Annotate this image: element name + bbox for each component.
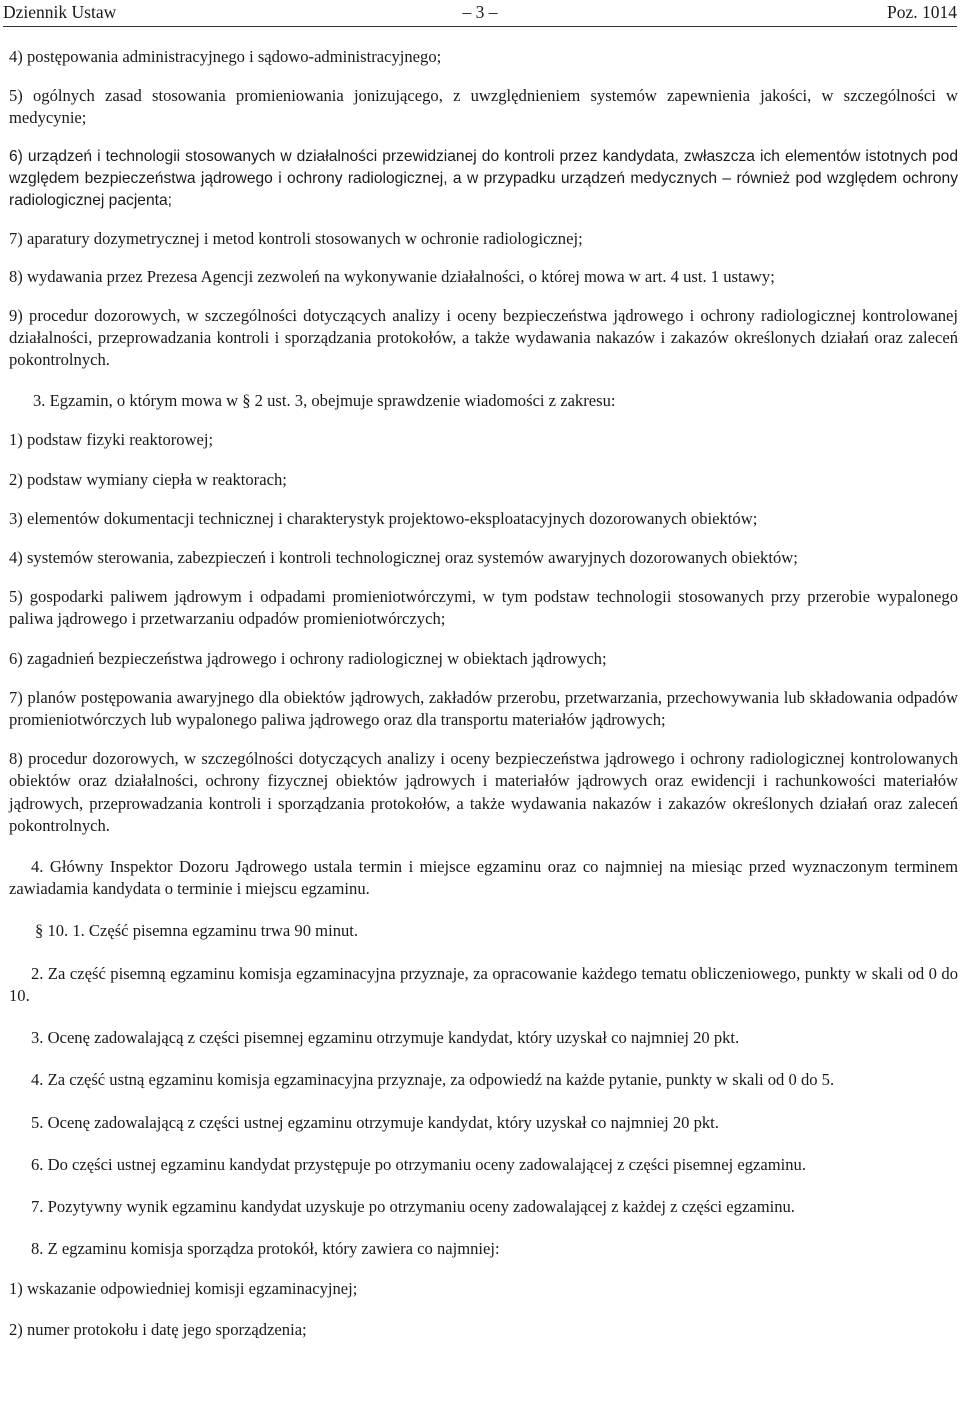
paragraph: 7. Pozytywny wynik egzaminu kandydat uzyskuje po otrzymaniu oceny zadowalającej z każdej z części egzaminu. (31, 1196, 795, 1216)
list-item: 7) planów postępowania awaryjnego dla obiektów jądrowych, zakładów przerobu, przetwarzania, przechowywania lub składowania odpadów promieniotwórczych lub wypalonego paliwa jądrowego oraz dla transportu materiałów jądrowych; (9, 687, 958, 730)
list-item: 6) urządzeń i technologii stosowanych w działalności przewidzianej do kontroli przez kandydata, zwłaszcza ich elementów istotnych pod względem bezpieczeństwa jądrowego i ochrony radiologicznej, a w przypadku urządzeń medycznych – również pod względem ochrony radiologicznej pacjenta; (9, 147, 958, 210)
paragraph: 5. Ocenę zadowalającą z części ustnej egzaminu otrzymuje kandydat, który uzyskał co najmniej 20 pkt. (31, 1112, 719, 1132)
paragraph: 8. Z egzaminu komisja sporządza protokół, który zawiera co najmniej: (31, 1239, 500, 1259)
list-item: 3) elementów dokumentacji technicznej i charakterystyk projektowo-eksploatacyjnych dozorowanych obiektów; (9, 508, 758, 528)
list-item: 6) zagadnień bezpieczeństwa jądrowego i ochrony radiologicznej w obiektach jądrowych; (9, 648, 607, 668)
page-number: – 3 – (462, 2, 498, 22)
list-item: 9) procedur dozorowych, w szczególności dotyczących analizy i oceny bezpieczeństwa jądrowego i ochrony radiologicznej kontrolowanej działalności, przeprowadzania kontroli i sporządzania protokołów, a także wydawania nakazów i zakazów określonych działań oraz zaleceń pokontrolnych. (9, 305, 958, 370)
position-number: Poz. 1014 (887, 2, 957, 22)
paragraph: 4. Główny Inspektor Dozoru Jądrowego ustala termin i miejsce egzaminu oraz co najmniej na miesiąc przed wyznaczonym terminem zawiadamia kandydata o terminie i miejscu egzaminu. (9, 857, 958, 899)
list-item: 5) ogólnych zasad stosowania promieniowania jonizującego, z uwzględnieniem systemów zapewnienia jakości, w szczególności w medycynie; (9, 86, 958, 128)
list-item: 7) aparatury dozymetrycznej i metod kontroli stosowanych w ochronie radiologicznej; (9, 229, 583, 249)
list-item: 2) numer protokołu i datę jego sporządzenia; (9, 1319, 307, 1339)
list-item: 4) postępowania administracyjnego i sądowo-administracyjnego; (9, 47, 442, 66)
paragraph: 6. Do części ustnej egzaminu kandydat przystępuje po otrzymaniu oceny zadowalającej z części pisemnej egzaminu. (31, 1154, 806, 1174)
paragraph: 3. Egzamin, o którym mowa w § 2 ust. 3, obejmuje sprawdzenie wiadomości z zakresu: (33, 391, 616, 411)
section-heading: § 10. 1. Część pisemna egzaminu trwa 90 minut. (35, 921, 359, 941)
journal-title: Dziennik Ustaw (3, 2, 117, 22)
list-item: 8) wydawania przez Prezesa Agencji zezwoleń na wykonywanie działalności, o której mowa w art. 4 ust. 1 ustawy; (9, 267, 775, 287)
page-header (3, 0, 957, 27)
paragraph: 3. Ocenę zadowalającą z części pisemnej egzaminu otrzymuje kandydat, który uzyskał co najmniej 20 pkt. (31, 1028, 740, 1048)
list-item: 1) podstaw fizyki reaktorowej; (9, 430, 214, 450)
paragraph: 2. Za część pisemną egzaminu komisja egzaminacyjna przyznaje, za opracowanie każdego tematu obliczeniowego, punkty w skali od 0 do 10. (9, 963, 958, 1005)
list-item: 5) gospodarki paliwem jądrowym i odpadami promieniotwórczymi, w tym podstaw technologii stosowanych przy przerobie wypalonego paliwa jądrowego i przetwarzaniu odpadów promieniotwórczych; (9, 587, 958, 629)
document-body (9, 46, 958, 1341)
list-item: 4) systemów sterowania, zabezpieczeń i kontroli technologicznej oraz systemów awaryjnych dozorowanych obiektów; (9, 548, 798, 568)
list-item: 1) wskazanie odpowiedniej komisji egzaminacyjnej; (9, 1279, 358, 1299)
list-item: 8) procedur dozorowych, w szczególności dotyczących analizy i oceny bezpieczeństwa jądrowego i ochrony radiologicznej kontrolowanych obiektów oraz działalności, ochrony fizycznej obiektów jądrowych i materiałów jądrowych oraz ewidencji i rachunkowości materiałów jądrowych, przeprowadzania kontroli i sporządzania protokołów, a także wydawania nakazów i zakazów określonych działań oraz zaleceń pokontrolnych. (9, 749, 958, 835)
list-item: 2) podstaw wymiany ciepła w reaktorach; (9, 469, 287, 489)
paragraph: 4. Za część ustną egzaminu komisja egzaminacyjna przyznaje, za odpowiedź na każde pytanie, punkty w skali od 0 do 5. (31, 1070, 835, 1090)
